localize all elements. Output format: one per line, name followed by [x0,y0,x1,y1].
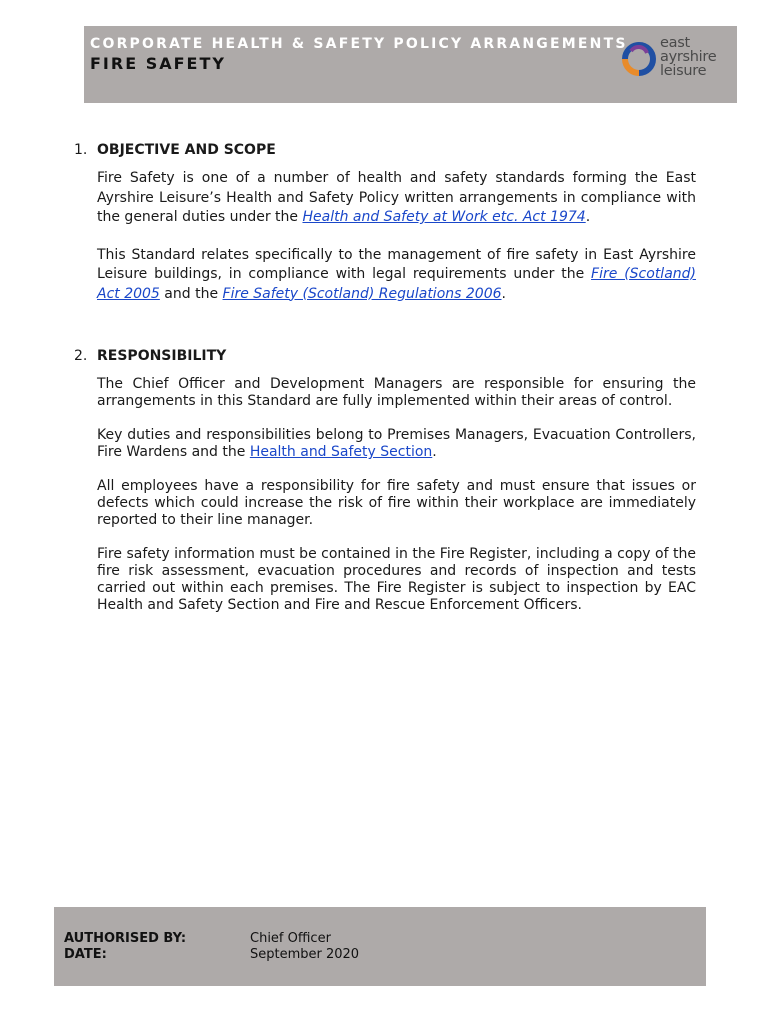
date-label: DATE: [64,947,107,962]
logo-line-3: leisure [660,63,707,79]
section-title: RESPONSIBILITY [97,348,227,364]
header-kicker: CORPORATE HEALTH & SAFETY POLICY ARRANGEMENTS [90,36,628,52]
paragraph [97,246,696,305]
page-title: FIRE SAFETY [90,54,226,73]
logo-text [660,36,716,78]
paragraph [97,427,696,461]
logo [617,33,727,85]
section-number: 2. [74,348,88,364]
paragraph-end: . [432,444,437,460]
section-number: 1. [74,142,88,158]
logo-line-1: east [660,35,690,51]
paragraph: Fire safety information must be contained in the Fire Register, including a copy of the fire risk assessment, evacuation procedures and records of inspection and tests carried out within each premises. The Fire Register is subject to inspection by EAC Health and Safety Section and Fire and Rescue Enforcement Officers. [97,546,696,613]
link-fire-scotland-act[interactable]: Fire (Scotland) Act 2005 [97,266,696,302]
footer-band [54,907,706,986]
link-hsw-act[interactable]: Health and Safety at Work etc. Act 1974 [302,209,586,225]
paragraph-end: . [501,285,506,302]
logo-line-2: ayrshire [660,49,717,65]
paragraph-text: Key duties and responsibilities belong to Premises Managers, Evacuation Controllers, Fire Wardens and the [97,427,696,460]
authorised-value: Chief Officer [250,931,331,946]
paragraph-text: Fire Safety is one of a number of health and safety standards forming the East Ayrshire Leisure’s Health and Safety Policy written arrangements in compliance with the general duties under the [97,170,696,225]
link-fire-safety-regulations[interactable]: Fire Safety (Scotland) Regulations 2006 [222,285,502,302]
logo-mark-icon [617,33,661,85]
section-responsibility [74,348,696,614]
paragraph-mid: and the [159,285,223,302]
section-heading [74,348,696,368]
paragraph-text: This Standard relates specifically to the management of fire safety in East Ayrshire Leisure buildings, in compliance with legal requirements under the [97,246,696,282]
link-health-safety-section[interactable]: Health and Safety Section [249,444,433,460]
paragraph: The Chief Officer and Development Managers are responsible for ensuring the arrangements in this Standard are fully implemented within their areas of control. [97,376,696,409]
paragraph [97,169,696,228]
authorised-label: AUTHORISED BY: [64,931,187,946]
date-value: September 2020 [250,947,360,962]
section-objective [74,142,696,304]
section-title: OBJECTIVE AND SCOPE [97,142,276,158]
section-heading [74,142,696,162]
paragraph-end: . [585,209,591,225]
paragraph: All employees have a responsibility for fire safety and must ensure that issues or defects which could increase the risk of fire within their workplace are immediately reported to their line manager. [97,478,696,528]
